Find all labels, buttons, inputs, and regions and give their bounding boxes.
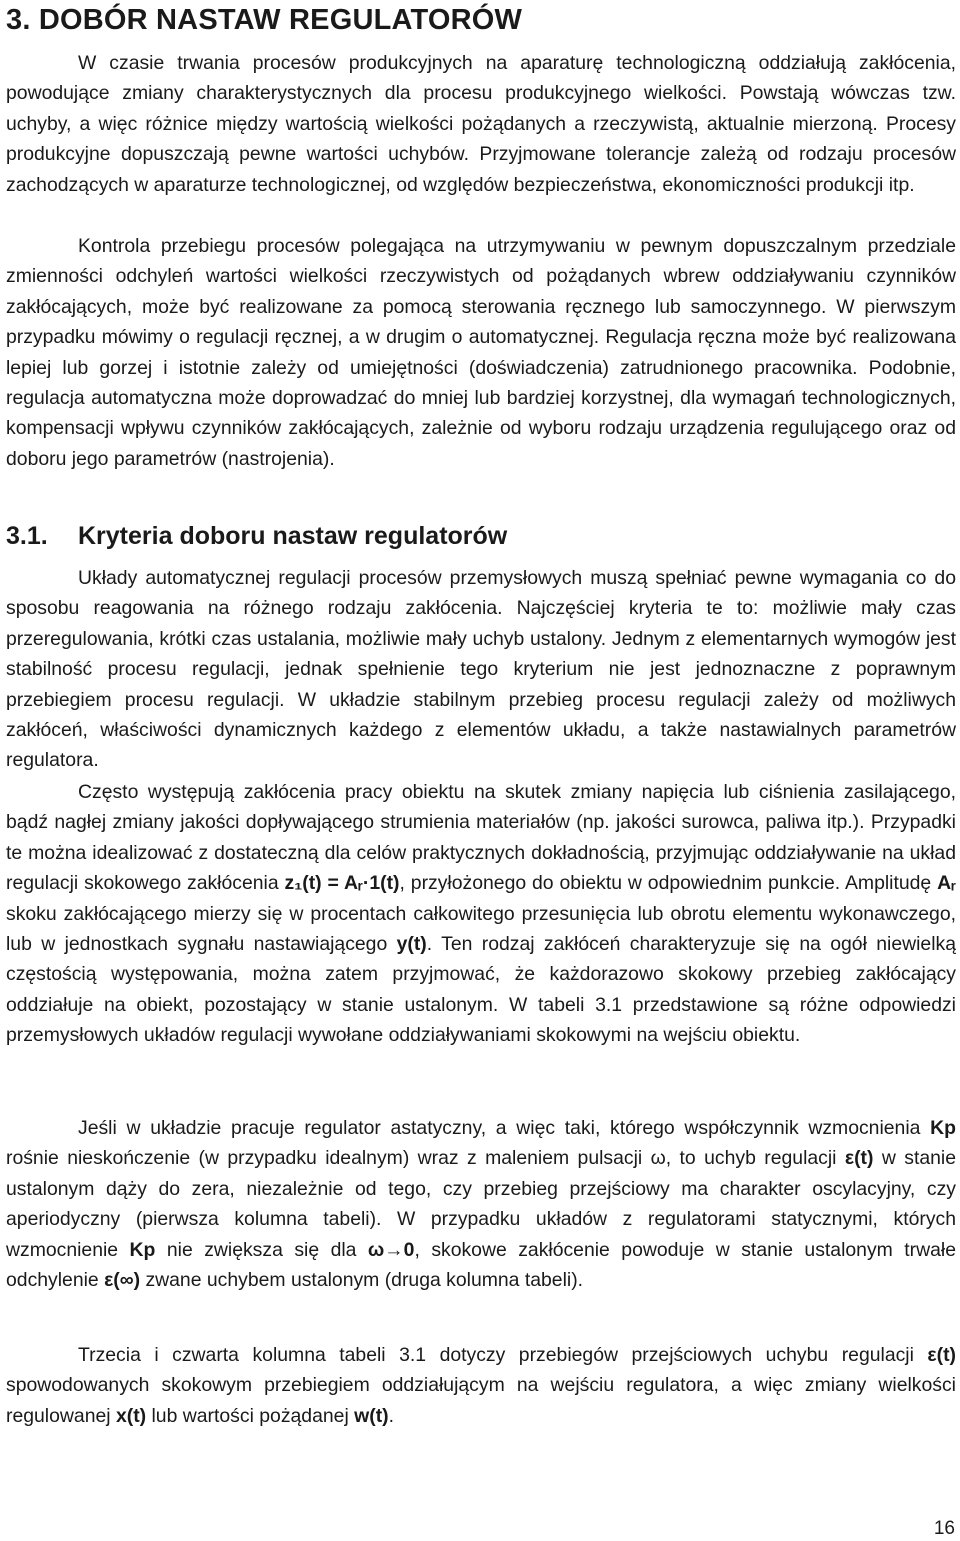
text-run: w stanie ustalonym dąży do zera, niezależnie od tego, czy przebieg przejściowy ma charakter oscylacyjny, czy aperiodyczny (pierwsza kolumna tabeli). W przypadku układów z regulatorami statycznymi, których wzmocnienie [6, 1147, 956, 1261]
text-run: , skokowe zakłócenie powoduje w stanie ustalonym trwałe odchylenie [6, 1238, 956, 1292]
text-run: skoku zakłócającego mierzy się w procentach całkowitego przesunięcia lub obrotu elementu wykonawczego, lub w jednostkach sygnału nastawiającego [6, 902, 956, 956]
text-run: lub wartości pożądanej [146, 1404, 355, 1427]
text-run: zwane uchybem ustalonym (druga kolumna tabeli). [140, 1269, 584, 1292]
text-run: nie zwiększa się dla [155, 1238, 368, 1261]
text-run: , przyłożonego do obiektu w odpowiednim punkcie. Amplitudę [399, 872, 938, 895]
paragraph-third-fourth [6, 1340, 956, 1431]
symbol-x-t: x(t) [115, 1404, 147, 1427]
formula-z1: z₁(t) = Aᵣ·1(t) [284, 872, 400, 895]
subsection-heading [6, 522, 507, 551]
subsection-number: 3.1. [6, 522, 48, 550]
symbol-epsilon-t: ε(t) [927, 1344, 956, 1366]
text-run: spowodowanych skokowym przebiegiem oddziałującym na wejściu regulatora, a więc zmiany wielkości regulowanej [6, 1374, 956, 1427]
text-run: Jeśli w układzie pracuje regulator astatyczny, a więc taki, którego współczynnik wzmocnienia [78, 1117, 931, 1139]
symbol-y-t: y(t) [396, 933, 427, 956]
paragraph-disturbances [6, 777, 956, 1051]
text-run: Trzecia i czwarta kolumna tabeli 3.1 dotyczy przebiegów przejściowych uchybu regulacji [78, 1344, 928, 1366]
symbol-w-t: w(t) [354, 1404, 389, 1427]
paragraph-criteria: Układy automatycznej regulacji procesów przemysłowych muszą spełniać pewne wymagania co do sposobu reagowania na różnego rodzaju zakłócenia. Najczęściej kryteria te to: możliwie mały czas przeregulowania, krótki czas ustalania, możliwie mały uchyb ustalony. Jednym z elementarnych wymogów jest stabilność procesu regulacji, jednak spełnienie tego kryterium nie jest jednoznaczne z poprawnym przebiegiem procesu regulacji. W układzie stabilnym przebieg procesu regulacji zależy od możliwych zakłóceń, właściwości dynamicznych każdego z elementów układu, a także nastawialnych parametrów regulatora. [6, 567, 956, 772]
symbol-amplitude: Aᵣ [937, 872, 956, 895]
text-run: rośnie nieskończenie (w przypadku idealnym) wraz z maleniem pulsacji ω, to uchyb regulacji [6, 1147, 845, 1170]
section-title: 3. DOBÓR NASTAW REGULATORÓW [6, 4, 523, 36]
symbol-epsilon-t: ε(t) [844, 1147, 874, 1170]
paragraph-astatic [6, 1113, 956, 1295]
text-run: . [388, 1404, 395, 1427]
paragraph-control: Kontrola przebiegu procesów polegająca na utrzymywaniu w pewnym dopuszczalnym przedziale zmienności odchyleń wartości wielkości rzeczywistych od pożądanych wbrew oddziaływaniu czynników zakłócających, może być realizowane za pomocą sterowania ręcznego lub samoczynnego. W pierwszym przypadku mówimy o regulacji ręcznej, a w drugim o automatycznej. Regulacja ręczna może być realizowana lepiej lub gorzej i istotnie zależy od umiejętności (doświadczenia) zatrudnionego pracownika. Podobnie, regulacja automatyczna może doprowadzać do mniej lub bardziej korzystnej, dla wymagań technologicznych, kompensacji wpływu czynników zakłócających, zależnie od wyboru rodzaju urządzenia regulującego oraz od doboru jego parametrów (nastrojenia). [6, 235, 956, 470]
subsection-title: Kryteria doboru nastaw regulatorów [78, 522, 508, 550]
symbol-omega-zero: ω→0 [367, 1238, 415, 1261]
text-run: . Ten rodzaj zakłóceń charakteryzuje się na ogół niewielką częstością występowania, można zatem przyjmować, że każdorazowo skokowy przebieg zakłócający oddziałuje na obiekt, pozostający w stanie ustalonym. W tabeli 3.1 przedstawione są różne odpowiedzi przemysłowych układów regulacji wywołane oddziaływaniami skokowymi na wejściu obiektu. [6, 933, 956, 1047]
page-number: 16 [933, 1518, 955, 1539]
paragraph-intro: W czasie trwania procesów produkcyjnych na aparaturę technologiczną oddziałują zakłócenia, powodujące zmiany charakterystycznych dla procesu produkcyjnego wielkości. Powstają wówczas tzw. uchyby, a więc różnice między wartością wielkości pożądanych a rzeczywistą, aktualnie mierzoną. Procesy produkcyjne dopuszczają pewne wartości uchybów. Przyjmowane tolerancje zależą od rodzaju procesów zachodzących w aparaturze technologicznej, od względów bezpieczeństwa, ekonomiczności produkcji itp. [6, 52, 956, 196]
text-run: Często występują zakłócenia pracy obiektu na skutek zmiany napięcia lub ciśnienia zasilającego, bądź nagłej zmiany jakości dopływającego strumienia materiałów (np. jakości surowca, paliwa itp.). Przypadki te można idealizować z dostateczną dla celów praktycznych dokładnością, przyjmując oddziaływanie na układ regulacji skokowego zakłócenia [6, 781, 956, 895]
symbol-kp: Kp [930, 1117, 956, 1139]
symbol-epsilon-inf: ε(∞) [104, 1269, 141, 1292]
symbol-kp: Kp [129, 1238, 156, 1261]
